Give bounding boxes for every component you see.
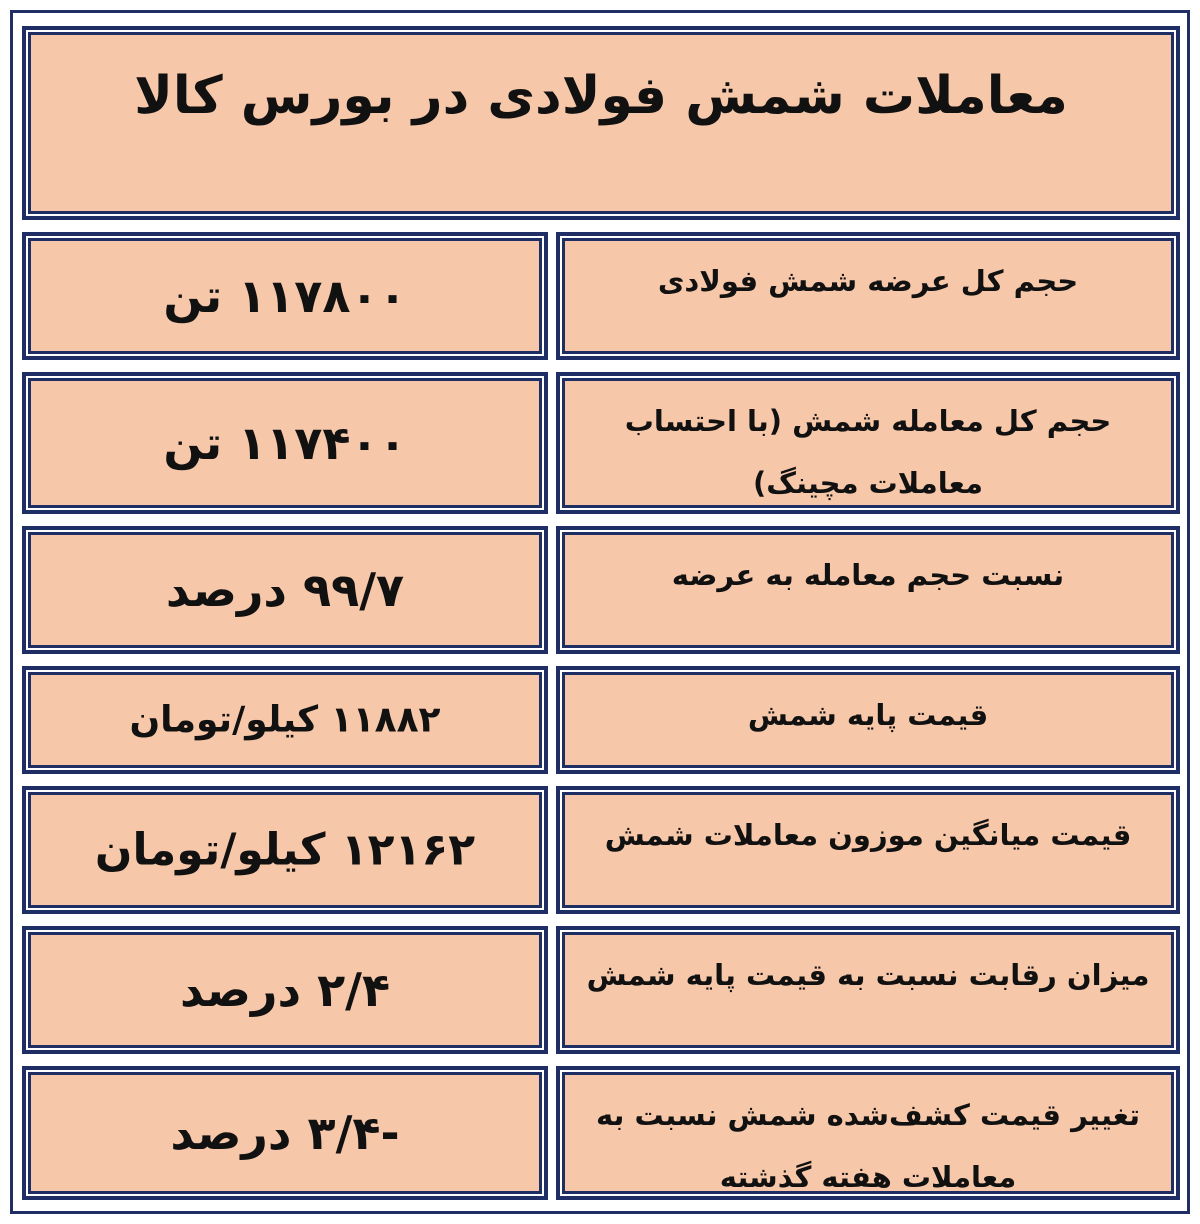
page-title: معاملات شمش فولادی در بورس کالا bbox=[134, 66, 1068, 126]
row-value: ۲/۴ درصد bbox=[179, 963, 391, 1017]
label-cell-weighted-average-price bbox=[556, 786, 1180, 914]
value-cell-base-price bbox=[22, 666, 548, 774]
row-value: ۱۱۷۸۰۰ تن bbox=[163, 269, 407, 323]
label-cell-competition-level bbox=[556, 926, 1180, 1054]
value-cell-total-trade bbox=[22, 372, 548, 514]
value-cell-total-supply bbox=[22, 232, 548, 360]
row-value: ۱۱۸۸۲ کیلو/تومان bbox=[129, 699, 441, 741]
row-label: تغییر قیمت کشف‌شده شمش نسبت به معاملات هفته گذشته bbox=[595, 1098, 1141, 1194]
label-cell-price-change bbox=[556, 1066, 1180, 1200]
row-label: میزان رقابت نسبت به قیمت پایه شمش bbox=[586, 958, 1150, 992]
row-value: ۹۹/۷ درصد bbox=[165, 563, 405, 617]
row-label: نسبت حجم معامله به عرضه bbox=[671, 558, 1065, 592]
value-cell-trade-to-supply-ratio bbox=[22, 526, 548, 654]
row-label: قیمت میانگین موزون معاملات شمش bbox=[604, 818, 1132, 852]
row-value: ۱۲۱۶۲ کیلو/تومان bbox=[94, 824, 476, 876]
row-label: قیمت پایه شمش bbox=[747, 698, 989, 732]
label-cell-total-supply bbox=[556, 232, 1180, 360]
value-cell-competition-level bbox=[22, 926, 548, 1054]
label-cell-base-price bbox=[556, 666, 1180, 774]
row-label: حجم کل عرضه شمش فولادی bbox=[657, 264, 1079, 298]
label-cell-total-trade bbox=[556, 372, 1180, 514]
row-label: حجم کل معامله شمش (با احتساب معاملات مچینگ) bbox=[624, 404, 1112, 500]
row-value: ۱۱۷۴۰۰ تن bbox=[163, 416, 407, 470]
title-box bbox=[22, 26, 1180, 220]
value-cell-weighted-average-price bbox=[22, 786, 548, 914]
value-cell-price-change bbox=[22, 1066, 548, 1200]
label-cell-trade-to-supply-ratio bbox=[556, 526, 1180, 654]
row-value: -۳/۴ درصد bbox=[170, 1106, 400, 1160]
